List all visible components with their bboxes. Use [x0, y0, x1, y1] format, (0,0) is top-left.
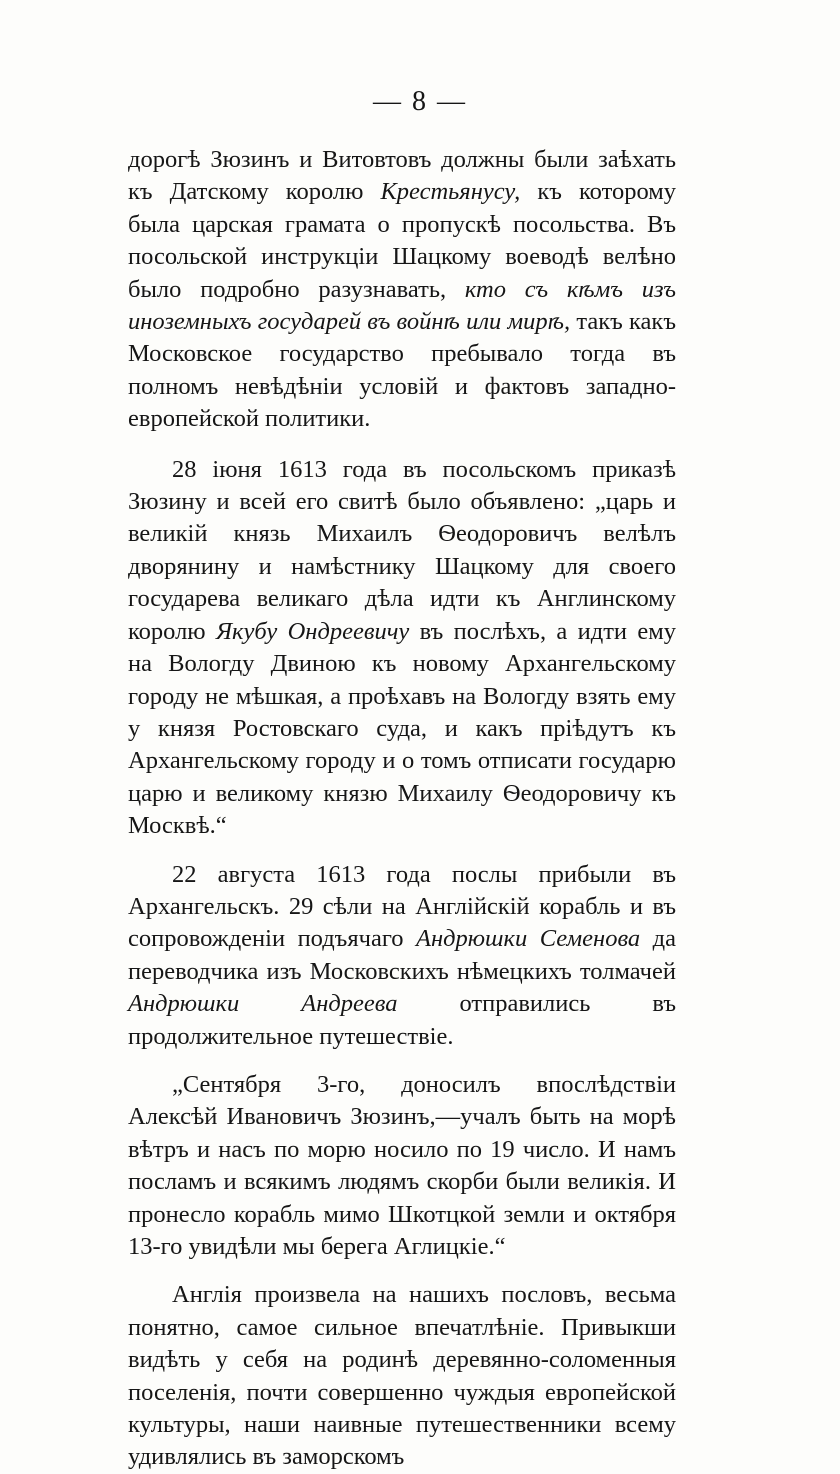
- paragraph: [128, 859, 676, 1053]
- text-segment: да переводчика изъ Московскихъ нѣмецкихъ толмачей: [128, 925, 676, 985]
- text-segment: къ которому была царская грамата о пропускѣ посольства. Въ посольской инструкціи Шацкому воеводѣ велѣно было подробно разузнавать,: [128, 178, 676, 303]
- italic-text-segment: Андрюшки Андреева: [128, 990, 398, 1018]
- italic-text-segment: Андрюшки Семенова: [416, 925, 641, 953]
- text-segment: 28 іюня 1613 года въ посольскомъ приказѣ Зюзину и всей его свитѣ было объявлено: „царь и великій князь Михаилъ Ѳеодоровичъ велѣлъ дворянину и намѣстнику Шацкому для своего государева великаго дѣла идти къ Англинскому королю: [128, 455, 676, 645]
- paragraph: [128, 144, 676, 436]
- italic-text-segment: Якубу Ондреевичу: [215, 617, 410, 645]
- text-segment: Англія произвела на нашихъ пословъ, весьма понятно, самое сильное впечатлѣніе. Привыкши видѣть у себя на родинѣ деревянно-соломенныя поселенія, почти совершенно чуждыя европейской культуры, наши наивные путешественники всему удивлялись въ заморскомъ: [128, 1281, 676, 1471]
- italic-text-segment: кто съ кѣмъ изъ иноземныхъ государей въ войнѣ или мирѣ,: [128, 275, 676, 336]
- text-segment: отправились въ продолжительное путешествіе.: [128, 990, 676, 1050]
- text-segment: 22 августа 1613 года послы прибыли въ Архангельскъ. 29 сѣли на Англійскій корабль и въ сопровожденіи подъячаго: [128, 860, 676, 953]
- italic-text-segment: Крестьянусу,: [380, 178, 521, 206]
- paragraph: [128, 1069, 676, 1263]
- text-segment: „Сентября 3-го, доносилъ впослѣдствіи Алексѣй Ивановичъ Зюзинъ,—учалъ быть на морѣ вѣтръ и насъ по морю носило по 19 число. И намъ посламъ и всякимъ людямъ скорби были великія. И пронесло корабль мимо Шкотцкой земли и октября 13-го увидѣли мы берега Аглицкіе.“: [128, 1070, 676, 1260]
- text-segment: дорогѣ Зюзинъ и Витовтовъ должны были заѣхать къ Датскому королю: [128, 146, 676, 206]
- paragraph: [128, 454, 676, 843]
- paragraph: [128, 1279, 676, 1473]
- text-segment: въ послѣхъ, а идти ему на Вологду Двиною къ новому Архангельскому городу не мѣшкая, а проѣхавъ на Вологду взять ему у князя Ростовскаго суда, и какъ пріѣдутъ къ Архангельскому городу и о томъ отписати государю царю и великому князю Михаилу Ѳеодоровичу къ Москвѣ.“: [128, 617, 676, 840]
- page-number: — 8 —: [373, 86, 467, 117]
- body-text: [128, 144, 676, 1474]
- text-segment: такъ какъ Московское государство пребывало тогда въ полномъ невѣдѣніи условій и фактовъ западно-европейской политики.: [128, 308, 676, 433]
